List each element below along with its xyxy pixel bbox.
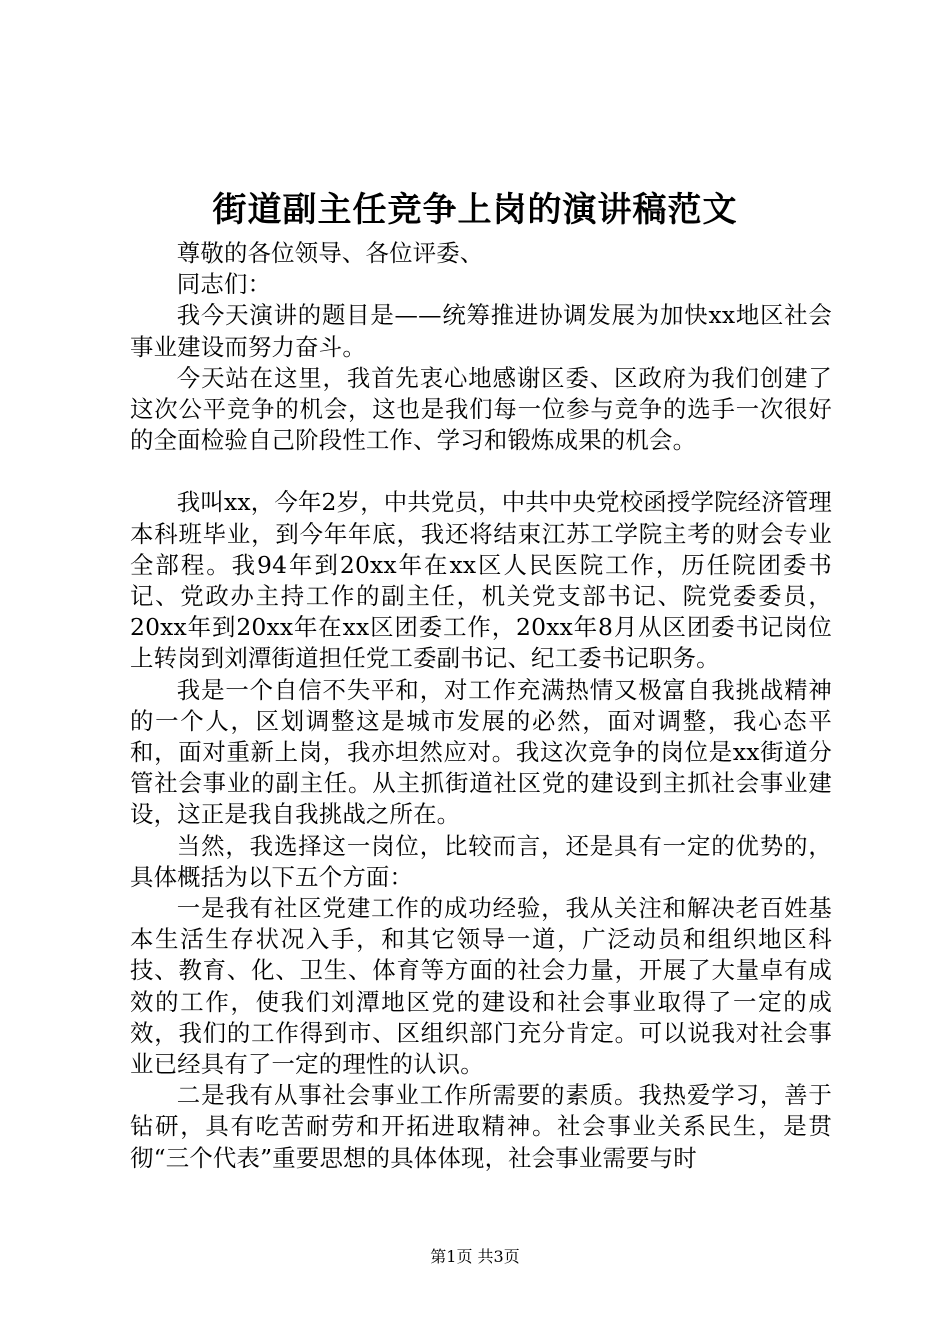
paragraph-personality: 我是一个自信不失平和，对工作充满热情又极富自我挑战精神的一个人，区划调整这是城市发展的必然，面对调整，我心态平和，面对重新上岗，我亦坦然应对。我这次竞争的岗位是xx街道分管社会事业的副主任。从主抓街道社区党的建设到主抓社会事业建设，这正是我自我挑战之所在。	[130, 675, 832, 829]
paragraph-advantage-1: 一是我有社区党建工作的成功经验，我从关注和解决老百姓基本生活生存状况入手，和其它领导一道，广泛动员和组织地区科技、教育、化、卫生、体育等方面的社会力量，开展了大量卓有成效的工作，使我们刘潭地区党的建设和社会事业取得了一定的成效，我们的工作得到市、区组织部门充分肯定。可以说我对社会事业已经具有了一定的理性的认识。	[130, 894, 832, 1079]
paragraph-topic: 我今天演讲的题目是——统筹推进协调发展为加快xx地区社会事业建设而努力奋斗。	[130, 301, 832, 361]
paragraph-thanks: 今天站在这里，我首先衷心地感谢区委、区政府为我们创建了这次公平竞争的机会，这也是我们每一位参与竞争的选手一次很好的全面检验自己阶段性工作、学习和锻炼成果的机会。	[130, 363, 832, 455]
document-body	[130, 238, 832, 1174]
paragraph-advantages-intro: 当然，我选择这一岗位，比较而言，还是具有一定的优势的，具体概括为以下五个方面：	[130, 831, 832, 891]
salutation-line-1: 尊敬的各位领导、各位评委、	[176, 239, 484, 267]
paragraph-self-introduction: 我叫xx，今年2岁，中共党员，中共中央党校函授学院经济管理本科班毕业，到今年年底，我还将结束江苏工学院主考的财会专业全部程。我94年到20xx年在xx区人民医院工作，历任院团委书记、党政办主持工作的副主任，机关党支部书记、院党委委员，20xx年到20xx年在xx区团委工作，20xx年8月从区团委书记岗位上转岗到刘潭街道担任党工委副书记、纪工委书记职务。	[130, 488, 833, 673]
salutation-line-2: 同志们：	[176, 270, 272, 299]
paragraph-advantage-2: 二是我有从事社会事业工作所需要的素质。我热爱学习，善于钻研，具有吃苦耐劳和开拓进取精神。社会事业关系民生，是贯彻“三个代表”重要思想的具体体现，社会事业需要与时	[130, 1081, 832, 1172]
page-number-footer: 第1页 共3页	[430, 1247, 520, 1266]
page-title: 街道副主任竞争上岗的演讲稿范文	[212, 190, 738, 230]
